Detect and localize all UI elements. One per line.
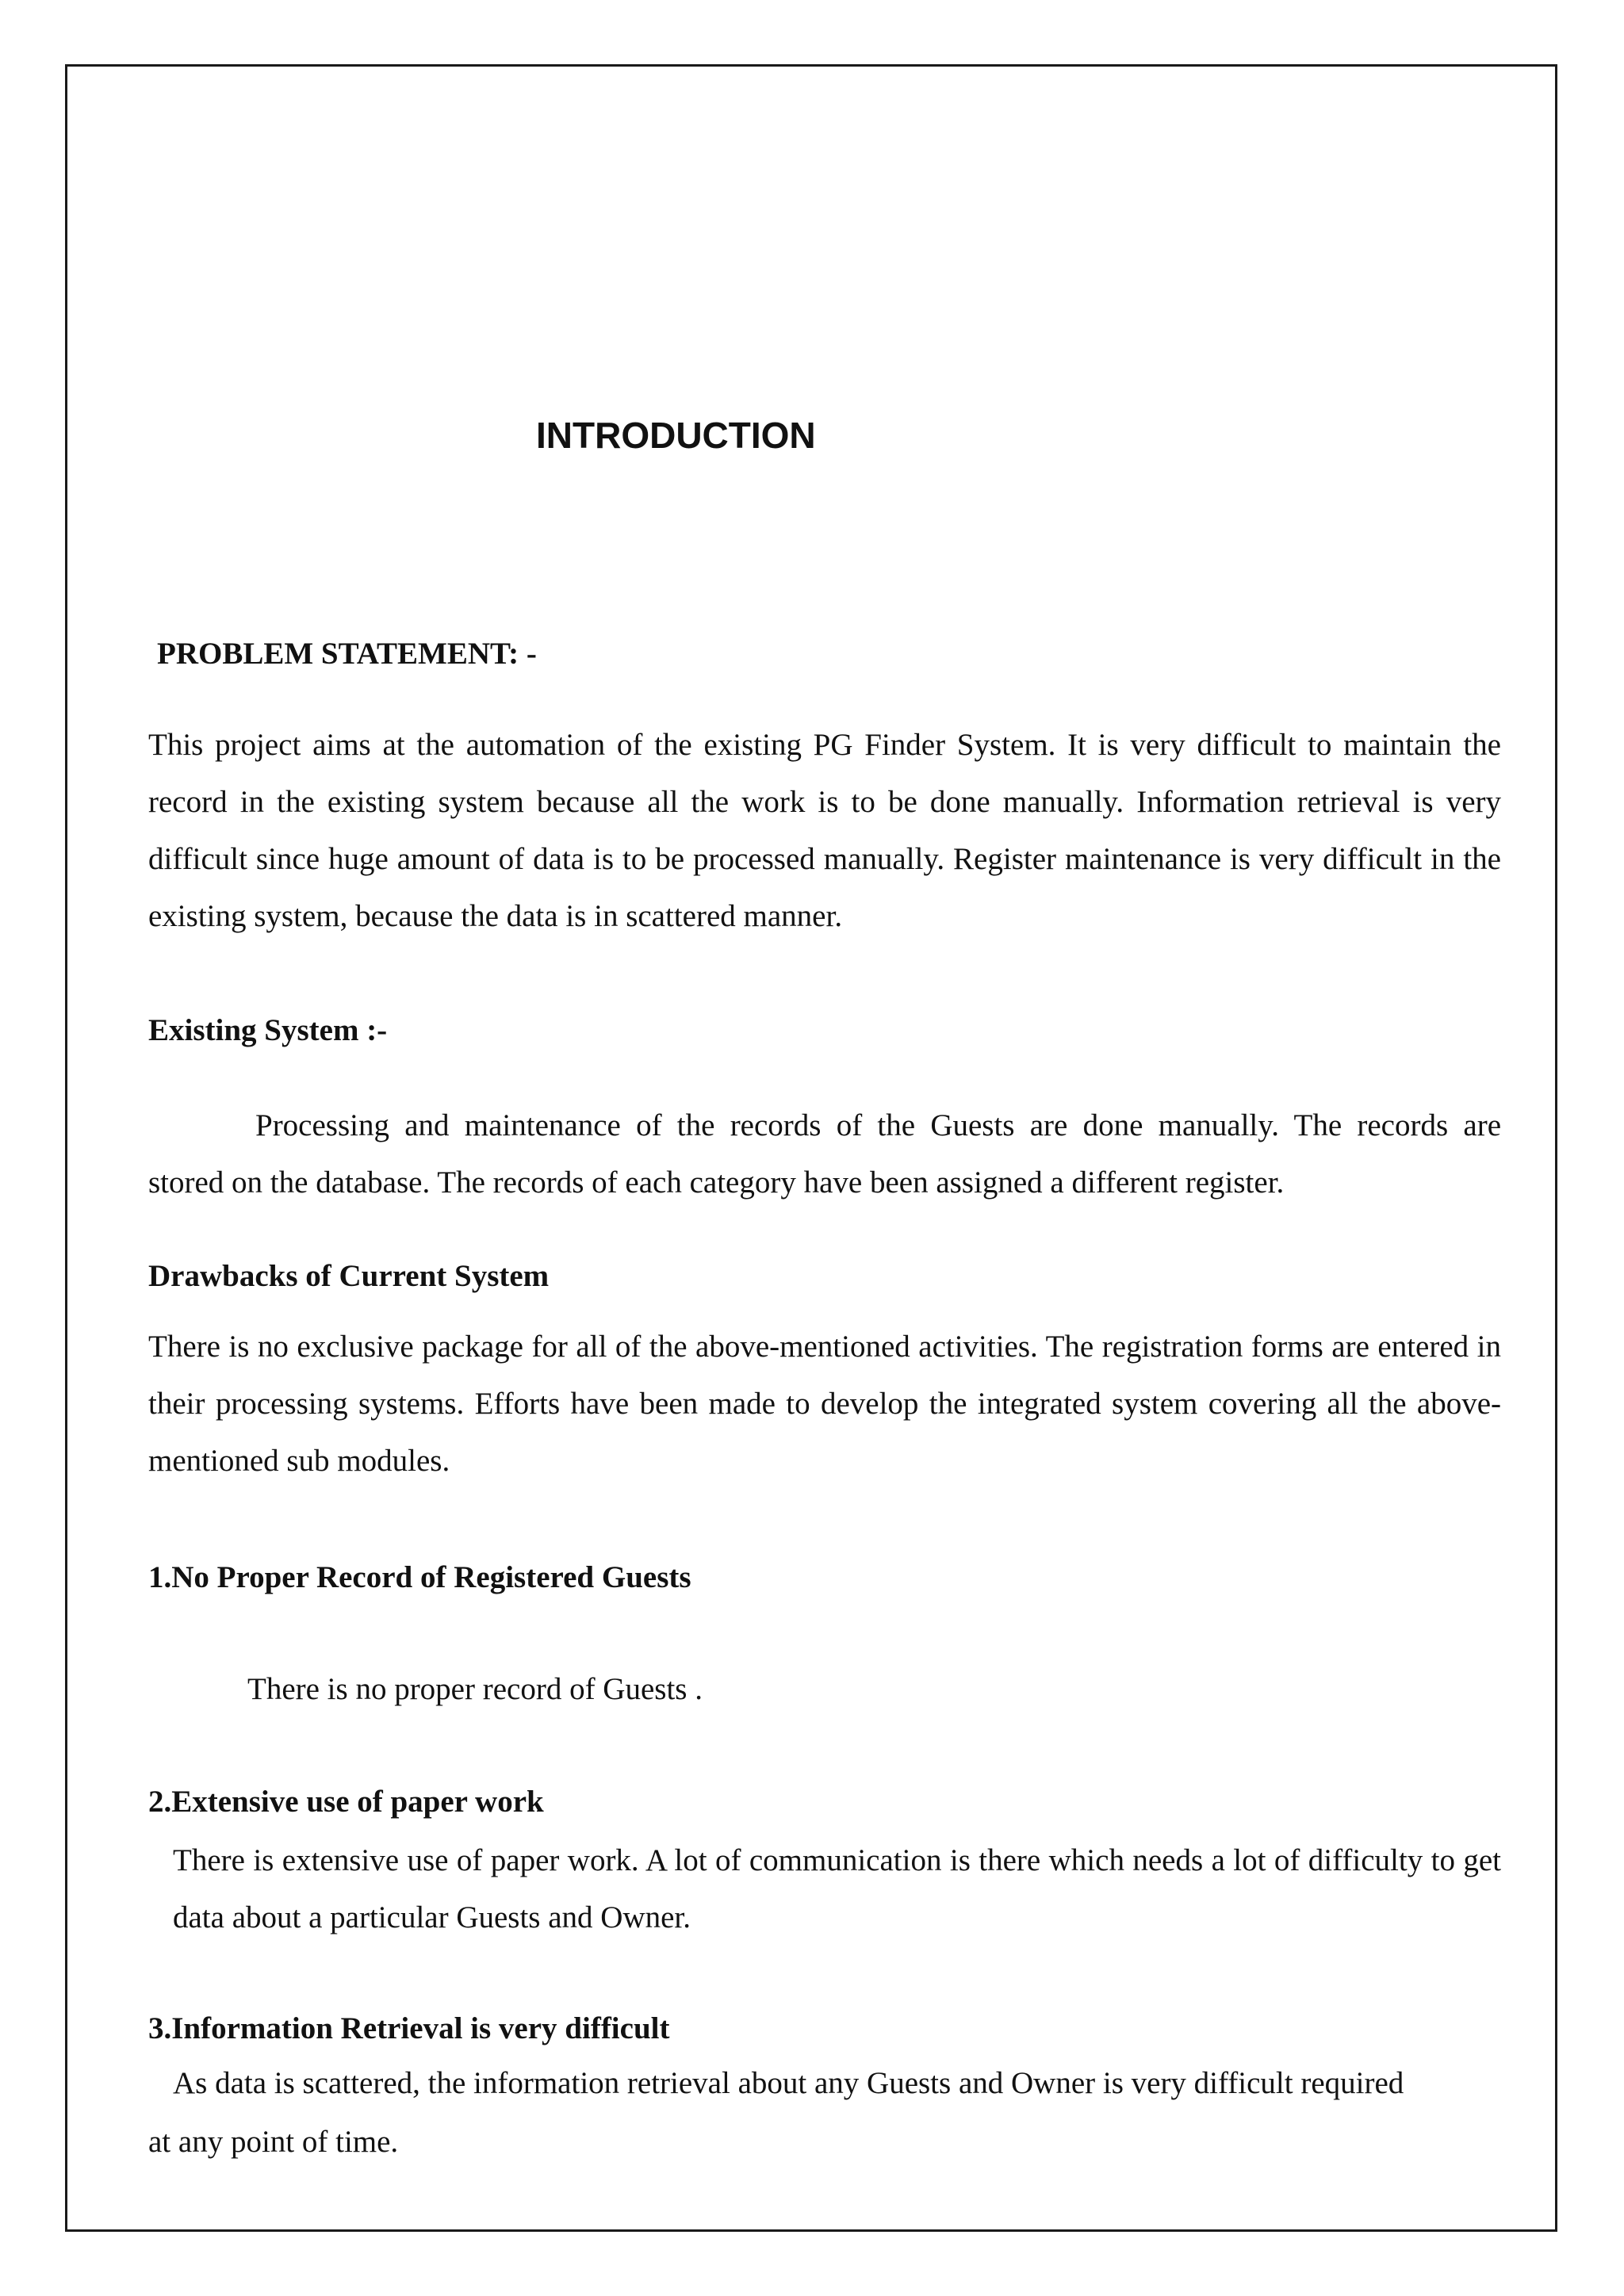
- problem-statement-text: This project aims at the automation of the existing PG Finder System. It is very difficult to maintain the record in the existing system because all the work is to be done manually. Information retrieval is very difficult since huge amount of data is to be processed manually. Register maintenance is very difficult in the existing system, because the data is in scattered manner.: [148, 728, 1501, 933]
- drawbacks-text: There is no exclusive package for all of the above-mentioned activities. The registration forms are entered in their processing systems. Efforts have been made to develop the integrated system covering all the above-mentioned sub modules.: [148, 1330, 1501, 1478]
- page-title: INTRODUCTION: [536, 415, 816, 456]
- point-3-heading: 3.Information Retrieval is very difficult: [148, 2011, 670, 2045]
- existing-system-text-line-2: stored on the database. The records of each category have been assigned a different register.: [148, 1165, 1285, 1200]
- point-3-text-line-2: at any point of time.: [148, 2125, 399, 2159]
- existing-system-text-line-1: Processing and maintenance of the records of the Guests are done manually. The records are: [255, 1108, 1501, 1142]
- point-1-heading: 1.No Proper Record of Registered Guests: [148, 1560, 691, 1594]
- point-1-text: There is no proper record of Guests .: [247, 1672, 703, 1706]
- point-3-text-line-1: As data is scattered, the information retrieval about any Guests and Owner is very difficult required: [173, 2066, 1404, 2100]
- drawbacks-heading: Drawbacks of Current System: [148, 1259, 550, 1293]
- existing-system-heading: Existing System :-: [148, 1013, 388, 1047]
- point-2-text: There is extensive use of paper work. A lot of communication is there which needs a lot of difficulty to get data about a particular Guests and Owner.: [173, 1843, 1501, 1934]
- point-2-heading: 2.Extensive use of paper work: [148, 1785, 544, 1819]
- problem-statement-heading: PROBLEM STATEMENT: -: [157, 637, 537, 671]
